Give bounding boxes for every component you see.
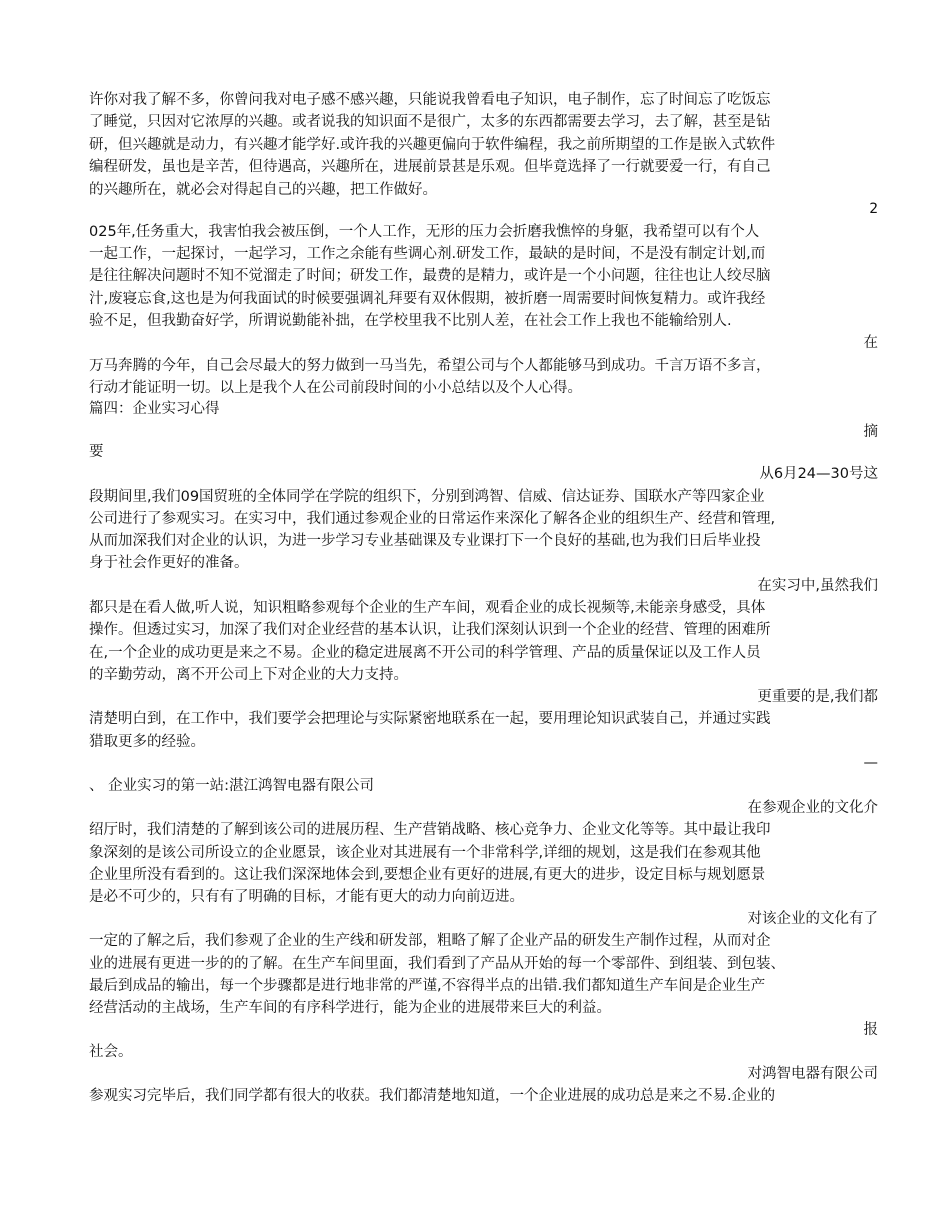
text-line: 企业里所没有看到的。这让我们深深地体会到,要想企业有更好的进展,有更大的进步，设定目标与规划愿景 xyxy=(89,867,766,883)
text-line: 段期间里,我们09国贸班的全体同学在学院的组织下，分别到鸿智、信威、信达证券、国联水产等四家企业 xyxy=(89,489,765,505)
text-line: 一定的了解之后，我们参观了企业的生产线和研发部，粗略了解了企业产品的研发生产制作过程，从而对企 xyxy=(89,933,771,949)
text-line: 行动才能证明一切。以上是我个人在公司前段时间的小小总结以及个人心得。 xyxy=(89,380,582,396)
text-line: 了睡觉，只因对它浓厚的兴趣。或者说我的知识面不是很广，太多的东西都需要去学习，去了解，甚至是钻 xyxy=(89,114,771,130)
text-line: 猎取更多的经验。 xyxy=(89,734,205,750)
text-line: 身于社会作更好的准备。 xyxy=(89,555,249,571)
text-line: 绍厅时，我们清楚的了解到该公司的进展历程、生产营销战略、核心竞争力、企业文化等等。其中最让我印 xyxy=(89,822,771,838)
text-line: 是往往解决问题时不知不觉溜走了时间；研发工作，最费的是精力，或许是一个小问题，往往也让人绞尽脑 xyxy=(89,268,771,284)
text-line: 清楚明白到，在工作中，我们要学会把理论与实际紧密地联系在一起，要用理论知识武装自己，并通过实践 xyxy=(89,711,771,727)
text-line: 最后到成品的输出，每一个步骤都是进行地非常的严谨,不容得半点的出错.我们都知道生产车间是企业生产 xyxy=(89,978,766,994)
text-line-lead: 在 xyxy=(863,335,878,351)
text-line: 是必不可少的，只有有了明确的目标，才能有更大的动力向前迈进。 xyxy=(89,889,524,905)
text-line: 在,一个企业的成功更是来之不易。企业的稳定进展离不开公司的科学管理、产品的质量保证以及工作人员 xyxy=(89,645,761,661)
text-line-lead: 在参观企业的文化介 xyxy=(747,800,878,816)
text-line-lead: 在实习中,虽然我们 xyxy=(757,578,878,594)
abstract-heading-left: 要 xyxy=(89,444,104,460)
text-line: 操作。但透过实习，加深了我们对企业经营的基本认识，让我们深刻认识到一个企业的经营、管理的困难所 xyxy=(89,622,771,638)
text-line: 的辛勤劳动，离不开公司上下对企业的大力支持。 xyxy=(89,667,408,683)
text-line: 都只是在看人做,听人说，知识粗略参观每个企业的生产车间，观看企业的成长视频等,未能亲身感受，具体 xyxy=(89,600,766,616)
text-line: 万马奔腾的今年，自己会尽最大的努力做到一马当先，希望公司与个人都能够马到成功。千言万语不多言， xyxy=(89,358,771,374)
text-line-lead: 报 xyxy=(863,1022,878,1038)
text-line-lead: 对鸿智电器有限公司 xyxy=(747,1066,878,1082)
text-line-lead: 对该企业的文化有了 xyxy=(747,911,878,927)
dash-mark: — xyxy=(863,755,878,771)
abstract-heading-right: 摘 xyxy=(863,424,878,440)
text-line: 参观实习完毕后，我们同学都有很大的收获。我们都清楚地知道，一个企业进展的成功总是来之不易.企业的 xyxy=(89,1088,776,1104)
text-line-lead: 更重要的是,我们都 xyxy=(757,689,878,705)
subsection-title: 、 企业实习的第一站:湛江鸿智电器有限公司 xyxy=(89,778,374,794)
text-line: 编程研发，虽也是辛苦，但待遇高，兴趣所在，进展前景甚是乐观。但毕竟选择了一行就要爱一行，有自己 xyxy=(89,159,771,175)
text-line: 汁,废寝忘食,这也是为何我面试的时候要强调礼拜要有双休假期，被折磨一周需要时间恢复精力。或许我经 xyxy=(89,291,766,307)
text-line: 的兴趣所在，就必会对得起自己的兴趣，把工作做好。 xyxy=(89,182,437,198)
text-line: 从而加深我们对企业的认识，为进一步学习专业基础课及专业课打下一个良好的基础,也为我们日后毕业投 xyxy=(89,533,761,549)
text-line: 许你对我了解不多，你曾问我对电子感不感兴趣，只能说我曾看电子知识，电子制作，忘了时间忘了吃饭忘 xyxy=(89,92,771,108)
text-line: 025年,任务重大，我害怕我会被压倒，一个人工作，无形的压力会折磨我憔悴的身躯，我希望可以有个人 xyxy=(89,224,760,240)
text-line: 业的进展有更进一步的的了解。在生产车间里面，我们看到了产品从开始的每一个零部件、到组装、到包装、 xyxy=(89,956,785,972)
text-line-lead: 2 xyxy=(869,201,878,217)
text-line: 公司进行了参观实习。在实习中，我们通过参观企业的日常运作来深化了解各企业的组织生产、经营和管理, xyxy=(89,511,776,527)
section-title: 篇四：企业实习心得 xyxy=(89,401,220,417)
text-line-lead: 从6月24—30号这 xyxy=(759,466,878,482)
text-line: 一起工作，一起探讨，一起学习，工作之余能有些调心剂.研发工作，最缺的是时间，不是没有制定计划,而 xyxy=(89,246,766,262)
text-line: 象深刻的是该公司所设立的企业愿景，该企业对其进展有一个非常科学,详细的规划，这是我们在参观其他 xyxy=(89,845,761,861)
text-line: 社会。 xyxy=(89,1044,133,1060)
text-line: 经营活动的主战场，生产车间的有序科学进行，能为企业的进展带来巨大的利益。 xyxy=(89,1000,611,1016)
text-line: 验不足，但我勤奋好学，所谓说勤能补拙，在学校里我不比别人差，在社会工作上我也不能输给别人. xyxy=(89,313,732,329)
text-line: 研，但兴趣就是动力，有兴趣才能学好.或许我的兴趣更偏向于软件编程，我之前所期望的工作是嵌入式软件 xyxy=(89,137,776,153)
